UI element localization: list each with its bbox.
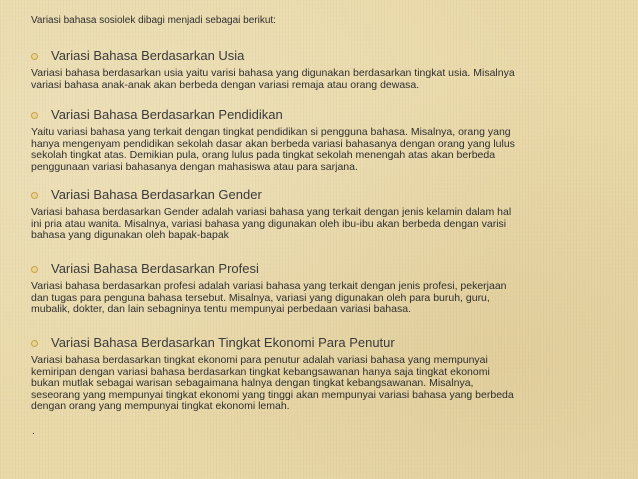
body-line: Variasi bahasa berdasarkan Gender adalah variasi bahasa yang terkait dengan jenis kelamin dalam hal [31,206,512,218]
body-line: sekolah tingkat atas. Demikian pula, orang lulus pada tingkat sekolah menengah atas akan berbeda [31,149,496,162]
section-heading [31,261,611,277]
bullet-icon [31,266,38,273]
section-profesi [31,261,611,316]
section-heading [31,107,611,123]
bullet-icon [31,53,38,60]
bullet-icon [31,112,38,119]
heading-label: Variasi Bahasa Berdasarkan Profesi [51,261,259,276]
body-line: penggunaan variasi bahasanya dengan mahasiswa atau para sarjana. [31,160,358,173]
heading-label: Variasi Bahasa Berdasarkan Pendidikan [51,107,283,122]
body-line: bukan mutlak sebagai warisan sebagaimana halnya dengan tingkat kebangsawanan. Misalnya, [31,377,474,390]
section-body [31,207,611,242]
body-line: kemiripan dengan variasi bahasa berdasarkan tingkat kebangsawanan hanya saja tingkat ekonomi [31,365,490,378]
section-gender [31,187,611,242]
section-body [31,355,611,413]
heading-label: Variasi Bahasa Berdasarkan Tingkat Ekonomi Para Penutur [51,335,395,350]
section-body [31,127,611,173]
body-line: mubalik, dokter, dan lain sebagninya tentu mempunyai perbedaan variasi bahasa. [31,303,411,316]
section-body [31,281,611,316]
body-line: Yaitu variasi bahasa yang terkait dengan tingkat pendidikan si pengguna bahasa. Misalnya, orang yang [31,126,511,138]
section-usia [31,48,611,91]
body-line: variasi bahasa anak-anak akan berbeda dengan variasi remaja atau orang dewasa. [31,78,420,91]
body-line: Variasi bahasa berdasarkan profesi adalah variasi bahasa yang terkait dengan jenis profesi, pekerjaan [31,280,507,292]
section-pendidikan [31,107,611,173]
section-ekonomi [31,335,611,413]
body-line: Variasi bahasa berdasarkan tingkat ekonomi para penutur adalah variasi bahasa yang mempunyai [31,354,488,366]
body-line: ini pria atau wanita. Misalnya, variasi bahasa yang digunakan oleh ibu-ibu akan berbeda dengan varisi [31,217,507,230]
section-body [31,68,611,91]
body-line: Variasi bahasa berdasarkan usia yaitu varisi bahasa yang digunakan berdasarkan tingkat usia. Misalnya [31,67,515,79]
heading-label: Variasi Bahasa Berdasarkan Gender [51,187,262,202]
heading-label: Variasi Bahasa Berdasarkan Usia [51,48,245,63]
body-line: dan tugas para penguna bahasa tersebut. Misalnya, variasi yang digunakan oleh para buruh, guru, [31,291,490,304]
trailing-dot: . [32,426,35,437]
section-heading [31,48,611,64]
body-line: bahasa yang digunakan oleh bapak-bapak [31,229,229,242]
intro-text: Variasi bahasa sosiolek dibagi menjadi sebagai berikut: [31,15,276,26]
bullet-icon [31,340,38,347]
body-line: seseorang yang mempunyai tingkat ekonomi yang tinggi akan mempunyai variasi bahasa yang berbeda [31,388,514,401]
section-heading [31,187,611,203]
bullet-icon [31,192,38,199]
section-heading [31,335,611,351]
body-line: hanya mengenyam pendidikan sekolah dasar akan berbeda variasi bahasanya dengan orang yang lulus [31,137,515,150]
body-line: dengan orang yang mempunyai tingkat ekonomi lemah. [31,400,290,413]
